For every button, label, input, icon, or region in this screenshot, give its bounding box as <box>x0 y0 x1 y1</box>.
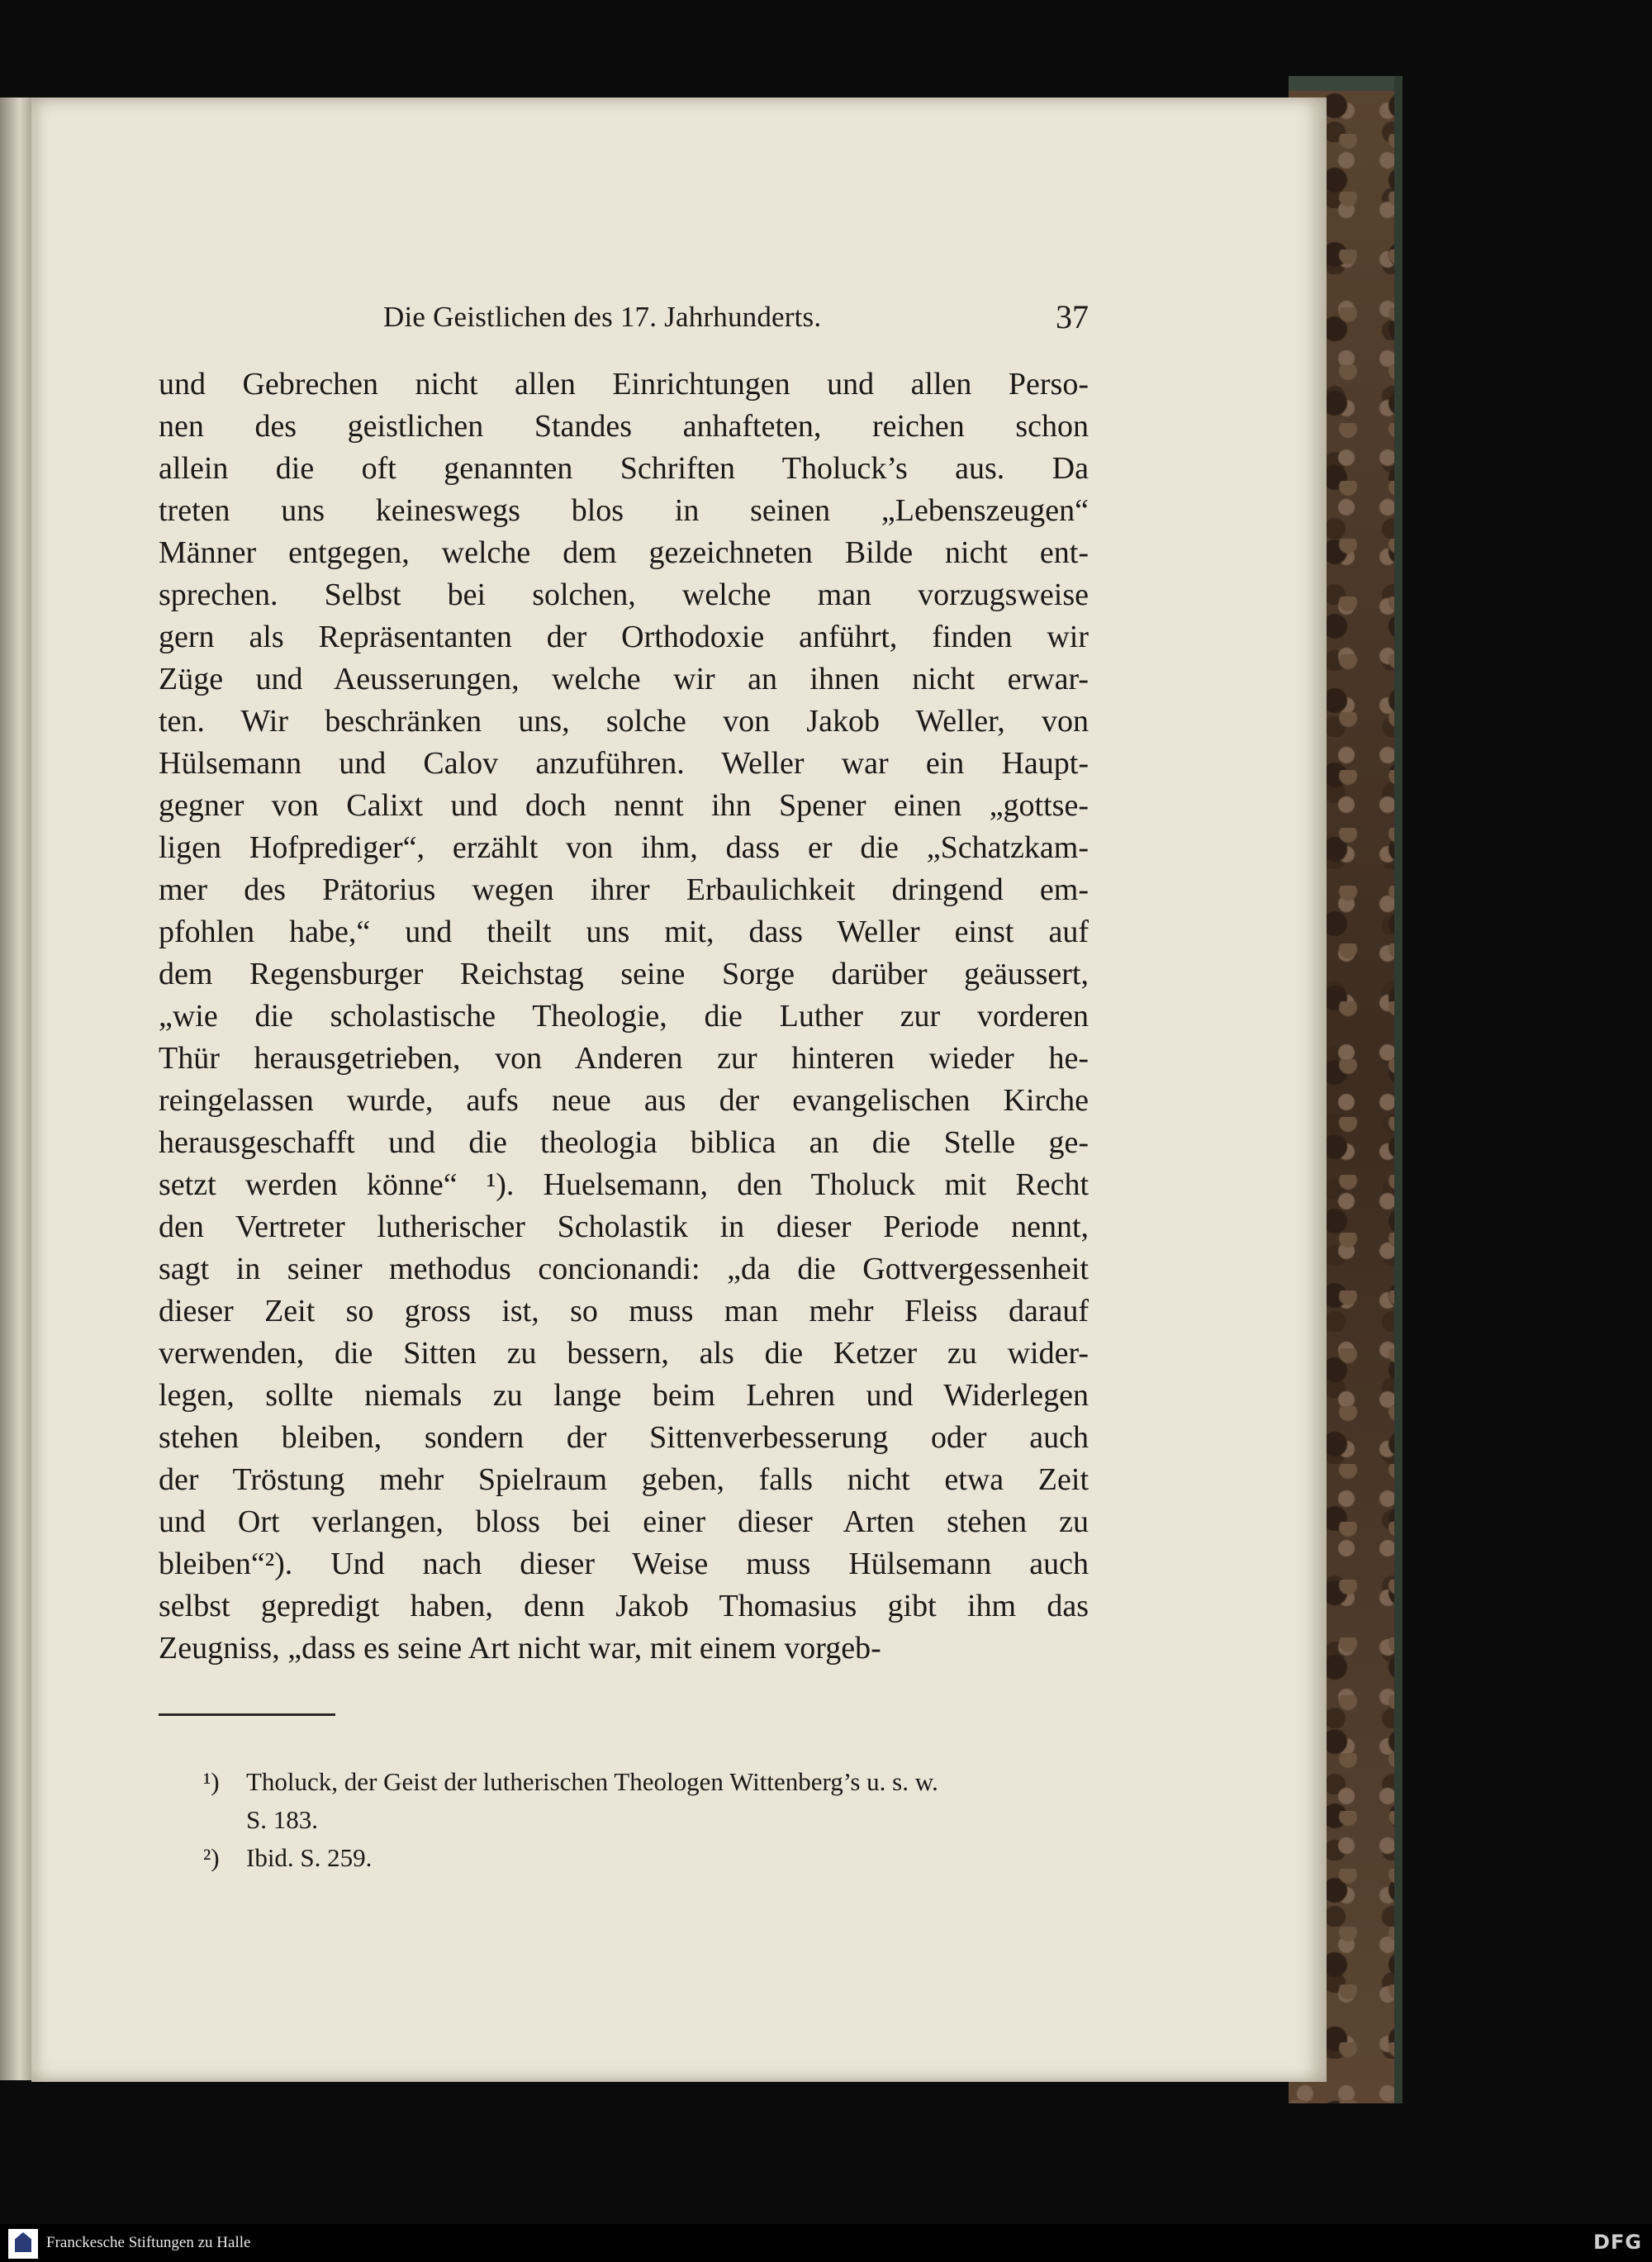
footnote-text: Tholuck, der Geist der lutherischen Theologen Wittenberg’s u. s. w. <box>246 1767 938 1796</box>
previous-page-edge <box>0 97 33 2080</box>
footnote-continuation: S. 183. <box>246 1805 318 1834</box>
building-icon <box>15 2232 31 2252</box>
cover-binding-strip <box>1289 76 1394 91</box>
body-line: gern als Repräsentanten der Orthodoxie anführt, finden wir <box>159 620 1089 654</box>
running-header <box>337 294 1089 340</box>
body-line: reingelassen wurde, aufs neue aus der evangelischen Kirche <box>159 1083 1089 1118</box>
body-line: und Gebrechen nicht allen Einrichtungen und allen Perso- <box>159 367 1089 402</box>
running-title: Die Geistlichen des 17. Jahrhunderts. <box>383 301 822 333</box>
body-line: Züge und Aeusserungen, welche wir an ihnen nicht erwar- <box>159 662 1089 696</box>
body-line: und Ort verlangen, bloss bei einer dieser Arten stehen zu <box>159 1504 1089 1539</box>
body-line: legen, sollte niemals zu lange beim Lehren und Widerlegen <box>159 1378 1089 1413</box>
body-line: ligen Hofprediger“, erzählt von ihm, dass er die „Schatzkam- <box>159 830 1089 865</box>
body-line: sagt in seiner methodus concionandi: „da die Gottvergessenheit <box>159 1252 1089 1286</box>
body-line: gegner von Calixt und doch nennt ihn Spener einen „gottse- <box>159 788 1089 823</box>
body-line: dem Regensburger Reichstag seine Sorge darüber geäussert, <box>159 957 1089 991</box>
dfg-logo: DFG <box>1593 2231 1642 2254</box>
footnote-marker: ²) <box>203 1843 220 1872</box>
body-line: mer des Prätorius wegen ihrer Erbaulichkeit dringend em- <box>159 872 1089 907</box>
footnote-text: Ibid. S. 259. <box>246 1843 373 1872</box>
body-line: der Tröstung mehr Spielraum geben, falls nicht etwa Zeit <box>159 1462 1089 1497</box>
body-line: Thür herausgetrieben, von Anderen zur hinteren wieder he- <box>159 1041 1089 1076</box>
body-line: Hülsemann und Calov anzuführen. Weller war ein Haupt- <box>159 746 1089 781</box>
body-line: treten uns keineswegs blos in seinen „Lebenszeugen“ <box>159 493 1089 528</box>
body-line: bleiben“²). Und nach dieser Weise muss Hülsemann auch <box>159 1547 1089 1581</box>
body-line: dieser Zeit so gross ist, so muss man mehr Fleiss darauf <box>159 1294 1089 1328</box>
footnote <box>203 1839 1095 1877</box>
body-text <box>159 364 1089 1670</box>
body-line: selbst gepredigt haben, denn Jakob Thomasius gibt ihm das <box>159 1589 1089 1623</box>
body-line: verwenden, die Sitten zu bessern, als die Ketzer zu wider- <box>159 1336 1089 1371</box>
body-line: setzt werden könne“ ¹). Huelsemann, den Tholuck mit Recht <box>159 1167 1089 1202</box>
body-line: herausgeschafft und die theologia biblica an die Stelle ge- <box>159 1125 1089 1160</box>
body-line: Zeugniss, „dass es seine Art nicht war, mit einem vorgeb- <box>159 1631 881 1666</box>
institution-name: Franckesche Stiftungen zu Halle <box>46 2234 251 2251</box>
institution-logo <box>8 2229 38 2259</box>
body-line: ten. Wir beschränken uns, solche von Jakob Weller, von <box>159 704 1089 739</box>
body-line: sprechen. Selbst bei solchen, welche man vorzugsweise <box>159 577 1089 612</box>
body-line: den Vertreter lutherischer Scholastik in dieser Periode nennt, <box>159 1209 1089 1244</box>
body-line: pfohlen habe,“ und theilt uns mit, dass Weller einst auf <box>159 915 1089 949</box>
footnote <box>203 1763 1095 1839</box>
body-line: allein die oft genannten Schriften Tholuck’s aus. Da <box>159 451 1089 486</box>
footnotes <box>203 1763 1095 1877</box>
body-line: Männer entgegen, welche dem gezeichneten Bilde nicht ent- <box>159 535 1089 570</box>
body-line: nen des geistlichen Standes anhafteten, reichen schon <box>159 409 1089 444</box>
footnote-rule <box>159 1713 335 1716</box>
body-line: „wie die scholastische Theologie, die Luther zur vorderen <box>159 999 1089 1034</box>
footnote-marker: ¹) <box>203 1767 220 1796</box>
page-number: 37 <box>1056 298 1089 335</box>
body-line: stehen bleiben, sondern der Sittenverbesserung oder auch <box>159 1420 1089 1455</box>
